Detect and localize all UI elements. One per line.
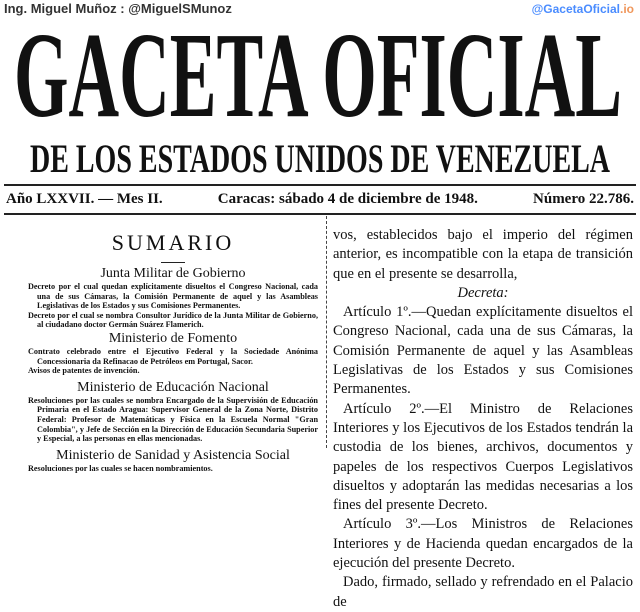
- summary-item: Decreto por el cual se nombra Consultor Jurídico de la Junta Militar de Gobierno, al ciudadano doctor Germán Suárez Flamerich.: [28, 310, 318, 330]
- summary-item: Resoluciones por las cuales se nombra Encargado de la Supervisión de Educación Primaria en el Estado Aragua: Supervisor General de la Zona Norte, Distrito Federal: Profesor de Matemáticas y Física en la Escuela Normal "Gran Colombia", y Jefe de Sección en la Dirección de Educación Secundaria Superior y Especial, a las personas en ellas mencionadas.: [28, 395, 318, 444]
- masthead-title-wrap: [0, 20, 640, 124]
- summary-item: Contrato celebrado entre el Ejecutivo Federal y la Sociedade Anónima Concessionaria da Refinacao de Petróleos em Portugal, Sacor.: [28, 346, 318, 366]
- masthead-subtitle: DE LOS ESTADOS UNIDOS DE VENEZUELA: [30, 136, 611, 178]
- masthead-subtitle-wrap: [0, 136, 640, 178]
- issue-date: Caracas: sábado 4 de diciembre de 1948.: [217, 191, 478, 207]
- summary-item: Avisos de patentes de invención.: [28, 366, 140, 376]
- issue-info: [6, 191, 634, 208]
- watermark-suffix: .io: [620, 2, 634, 16]
- author-credit: Ing. Miguel Muñoz : @MiguelSMunoz: [4, 1, 232, 16]
- section-title: Junta Militar de Gobierno: [100, 266, 246, 281]
- paragraph: Dado, firmado, sellado y refrendado en el Palacio de: [333, 574, 633, 610]
- masthead-title: GACETA OFICIAL: [14, 20, 622, 124]
- paragraph: vos, establecidos bajo el imperio del régimen anterior, es incompatible con la etapa de transición que en el presente se desarrolla,: [333, 227, 633, 282]
- article-1: Artículo 1º.—Quedan explícitamente disueltos el Congreso Nacional, cada una de sus Cámaras, la Comisión Permanente de aquel y las Asambleas Legislativas de los Estados y sus Comisiones Permanentes.: [333, 304, 633, 398]
- section-title: Ministerio de Sanidad y Asistencia Social: [56, 447, 290, 463]
- summary-item: Resoluciones por las cuales se hacen nombramientos.: [28, 463, 213, 473]
- section-title: Ministerio de Educación Nacional: [77, 379, 269, 395]
- divider: [161, 262, 185, 263]
- sumario-heading: SUMARIO: [111, 230, 235, 255]
- issue-number: Número 22.786.: [533, 191, 634, 207]
- article-2: Artículo 2º.—El Ministro de Relaciones Interiores y los Ejecutivos de los Estados tendrán la custodia de los bienes, archivos, documentos y papeles de los respectivos Cuerpos Legislativos disueltos y adoptarán las medidas necesarias a los fines del presente Decreto.: [333, 400, 633, 514]
- article-3: Artículo 3º.—Los Ministros de Relaciones Interiores y de Hacienda quedan encargados de la ejecución del presente Decreto.: [333, 516, 633, 572]
- decree-body: [333, 226, 633, 612]
- divider: [4, 184, 636, 186]
- decreta-heading: Decreta:: [457, 284, 509, 301]
- section-title: Ministerio de Fomento: [108, 330, 238, 346]
- divider: [4, 213, 636, 215]
- sumario-column: [28, 230, 318, 473]
- column-divider: [326, 216, 327, 448]
- issue-year: Año LXXVII. — Mes II.: [6, 191, 163, 207]
- watermark-text: @GacetaOficial: [531, 2, 620, 16]
- summary-item: Decreto por el cual quedan explícitamente disueltos el Congreso Nacional, cada una de sus Cámaras, la Comisión Permanente de aquel y las Asambleas Legislativas de los Estados y sus Comisiones Permanentes.: [28, 282, 318, 311]
- watermark: [532, 2, 634, 16]
